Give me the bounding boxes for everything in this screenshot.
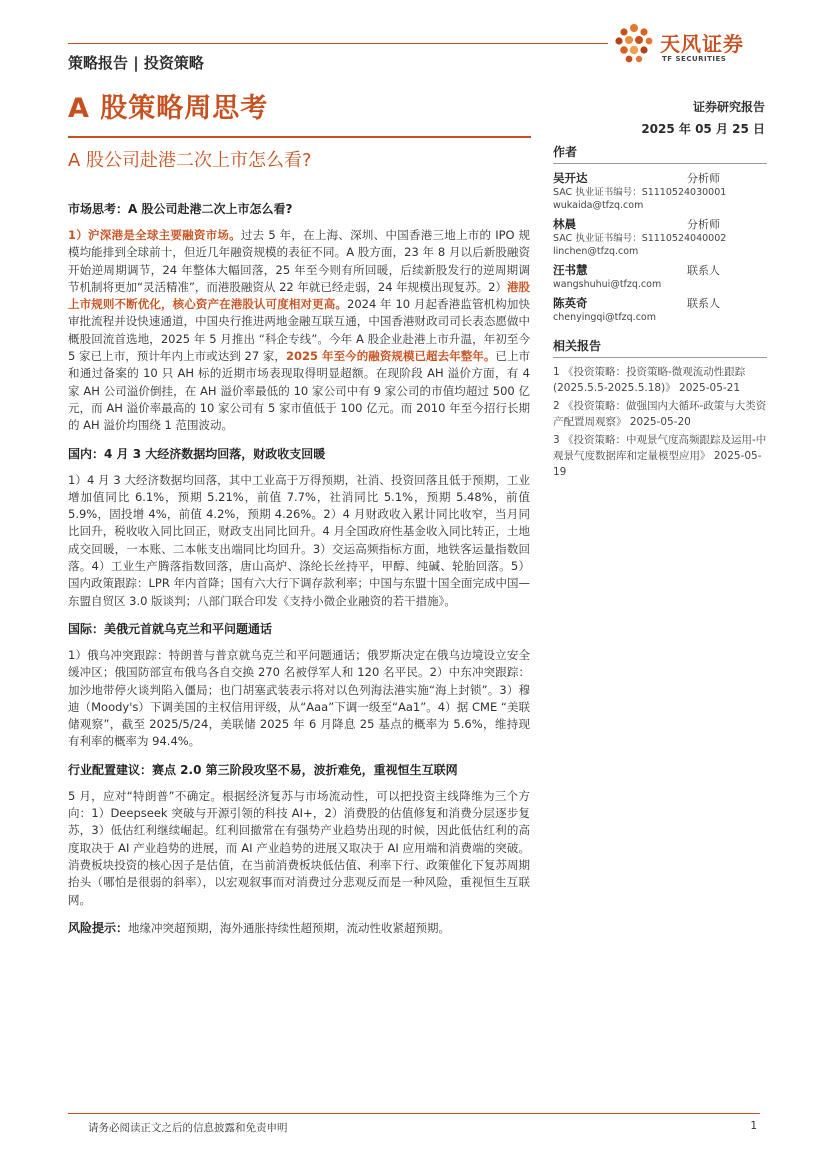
- author-role: 联系人: [687, 297, 720, 310]
- author-card: [553, 295, 767, 324]
- report-category: 策略报告 | 投资策略: [68, 54, 204, 72]
- related-report-item[interactable]: 2 《投资策略：做强国内大循环-政策与大类资产配置周观察》 2025-05-20: [553, 400, 767, 428]
- author-email[interactable]: chenyingqi@tfzq.com: [553, 312, 656, 323]
- tf-logo-icon: [612, 22, 656, 66]
- author-cert: SAC 执业证书编号：S1110524040002: [553, 233, 727, 244]
- report-date: 2025 年 05 月 25 日: [641, 122, 765, 136]
- section-international-heading: 国际：美俄元首就乌克兰和平问题通话: [68, 621, 273, 636]
- market-point-2: 港股上市规则不断优化，核心资产在港股认可度相对更高。: [68, 279, 531, 312]
- market-text-2: 2024 年 10 月起香港监管机构加快审批流程并设快速通道，中国央行推进两地金融互联互通，中国香港财政司司长表态愿做中概股回流首选地，2025 年 5 月推出 “科企专线”。今年 A 股企业赴港上市升温，年初至今 5 家已上市，预计年内上市或达到 27 家，: [68, 297, 530, 364]
- authors-title: 作者: [553, 140, 767, 164]
- section-international-text: 1）俄乌冲突跟踪：特朗普与普京就乌克兰和平问题通话；俄罗斯决定在俄乌边境设立安全缓冲区；俄国防部宣布俄乌各自交换 270 名被俘军人和 120 名平民。2）中东冲突跟踪：加沙地带停火谈判陷入僵局；也门胡塞武装表示将对以色列海法港实施“海上封锁”。3）穆迪（Moody's）下调美国的主权信用评级，从“Aaa”下调一级至“Aa1”。4）据 CME “美联储观察”，截至 2025/5/24，美联储 2025 年 6 月降息 25 基点的概率为 5.6%，维持现有利率的概率为 94.4%。: [68, 647, 530, 749]
- market-text-1: 过去 5 年，在上海、深圳、中国香港三地上市的 IPO 规模均能排到全球前十，但近几年融资规模的表征不同。A 股方面，23 年 8 月以后新股融资开始逆周期调节，24 年整体大幅回落，25 年至今则有所回暖，后续新股发行的逆周期调节机制将更加“灵活精准”，而港股融资从 22 年就已经走弱，24 年规模出现复苏。2）: [68, 228, 530, 294]
- risk-warning: [68, 919, 530, 937]
- main-title: A 股策略周思考: [68, 93, 269, 124]
- author-role: 联系人: [687, 264, 720, 277]
- section-domestic-text: 1）4 月 3 大经济数据均回落，其中工业高于万得预期，社消、投资回落且低于预期，工业增加值同比 6.1%，预期 5.21%，前值 7.7%，社消同比 5.1%，预期 5.48%，前值 5.9%，固投增 4%，前值 4.2%，预期 4.26%。2）4 月财政收入累计同比收窄，当月同比回升，税收收入同比回正，财政支出同比回升。4 月全国政府性基金收入同比转正，土地成交回暖，一本账、二本帐支出端同比均回升。3）交运高频指标方面，地铁客运量指数回落。4）工业生产腾落指数回落，唐山高炉、涤纶长丝持平，甲醇、纯碱、轮胎回落。5）国内政策跟踪：LPR 年内首降；国有六大行下调存款利率；中国与东盟十国全面完成中国—东盟自贸区 3.0 版谈判；八部门联合印发《支持小微企业融资的若干措施》。: [68, 472, 530, 608]
- section-allocation-heading: 行业配置建议：赛点 2.0 第三阶段攻坚不易，波折难免，重视恒生互联网: [68, 762, 458, 777]
- footer-rule: [68, 1113, 760, 1114]
- section-market-heading: 市场思考：A 股公司赴港二次上市怎么看?: [68, 202, 293, 216]
- section-allocation-text: 5 月，应对“特朗普”不确定。根据经济复苏与市场流动性，可以把投资主线降维为三个方向：1）Deepseek 突破与开源引领的科技 AI+，2）消费股的估值修复和消费分层逐步复苏，3）低估红利继续崛起。红利回撤常在有强势产业趋势出现的时候，因此低估红利的高度取决于 AI 产业趋势的进展，而 AI 产业趋势的进展又取决于 AI 应用端和消费端的突破。消费板块投资的核心因子是估值，在当前消费板块低估值、利率下行、政策催化下复苏周期抬头（哪怕是很弱的斜率），以宏观叙事而对消费过分悲观反而是一种风险，重视恒生互联网。: [68, 788, 530, 907]
- author-card: [553, 170, 767, 212]
- market-point-3: 2025 年至今的融资规模已超去年整年。: [285, 349, 496, 364]
- logo-name-en: TF SECURITIES: [662, 55, 727, 63]
- author-card: [553, 262, 767, 291]
- sub-title: A 股公司赴港二次上市怎么看?: [68, 150, 312, 171]
- author-role: 分析师: [687, 172, 720, 185]
- header-top-rule: [68, 43, 608, 44]
- report-body: [68, 200, 530, 947]
- company-logo: [612, 22, 762, 72]
- section-domestic-heading: 国内：4 月 3 大经济数据均回落，财政收支回暖: [68, 446, 326, 461]
- sidebar: [553, 140, 767, 482]
- market-text-3: 已上市和通过备案的 10 只 AH 标的近期市场表现取得明显超额。在现阶段 AH 溢价方面，有 4 家 AH 公司溢价倒挂，在 AH 溢价率最低的 10 家公司中有 9 家公司的市值均超过 500 亿元，而 AH 溢价率最高的 10 家公司有 5 家市值低于 100 亿元。而 2010 年至今招行长期的 AH 溢价均围绕 1 范围波动。: [68, 349, 531, 433]
- author-name: 吴开达: [553, 171, 588, 185]
- risk-heading: 风险提示：: [68, 920, 129, 935]
- section-market-text: [68, 227, 530, 435]
- author-name: 陈英奇: [553, 296, 588, 310]
- author-card: [553, 216, 767, 258]
- author-name: 汪书慧: [553, 263, 588, 277]
- market-point-1: 1）沪深港是全球主要融资市场。: [68, 228, 241, 242]
- related-report-item[interactable]: 1 《投资策略：投资策略-微观流动性跟踪(2025.5.5-2025.5.18)》 2025-05-21: [553, 366, 746, 394]
- page-number: 1: [750, 1120, 757, 1132]
- author-email[interactable]: wukaida@tfzq.com: [553, 200, 644, 211]
- doc-type: 证券研究报告: [692, 100, 765, 114]
- related-reports-title: 相关报告: [553, 334, 767, 358]
- author-role: 分析师: [687, 218, 720, 231]
- related-report-item[interactable]: 3 《投资策略：中观景气度高频跟踪及运用-中观景气度数据库和定量模型应用》 2025-05-19: [553, 434, 767, 478]
- logo-name-cn: 天风证券: [660, 32, 744, 56]
- author-name: 林晨: [553, 217, 576, 231]
- footer-disclaimer: 请务必阅读正文之后的信息披露和免责申明: [88, 1122, 288, 1134]
- author-email[interactable]: wangshuhui@tfzq.com: [553, 279, 662, 290]
- author-email[interactable]: linchen@tfzq.com: [553, 246, 639, 257]
- title-divider: [68, 136, 531, 138]
- risk-text: 地缘冲突超预期，海外通胀持续性超预期，流动性收紧超预期。: [128, 920, 451, 935]
- author-cert: SAC 执业证书编号：S1110524030001: [553, 187, 727, 198]
